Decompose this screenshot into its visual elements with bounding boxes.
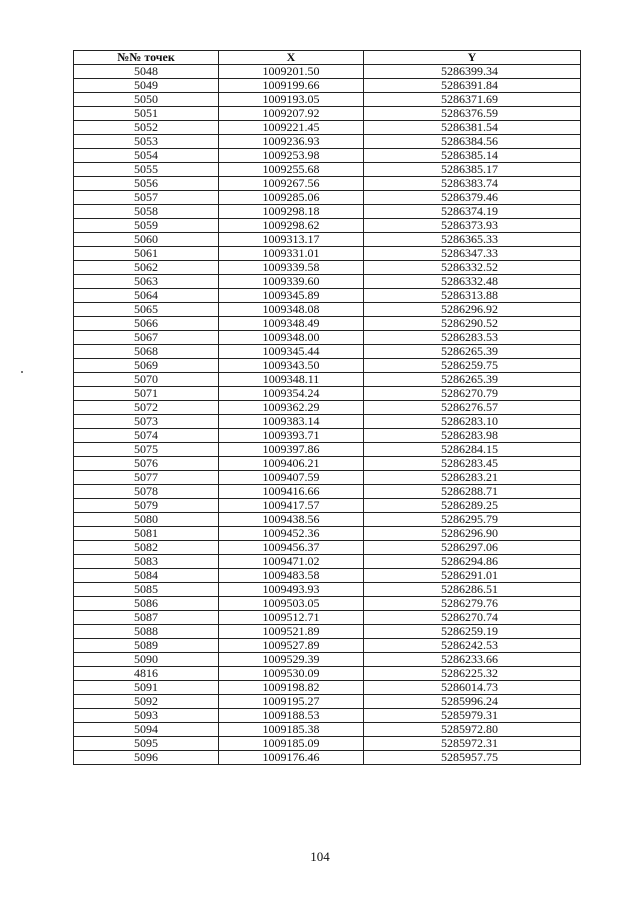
y-cell: 5286384.56 [364,135,581,149]
y-cell: 5286296.90 [364,527,581,541]
y-cell: 5286288.71 [364,485,581,499]
x-cell: 1009521.89 [219,625,364,639]
x-cell: 1009417.57 [219,499,364,513]
table-row [74,331,581,345]
y-cell: 5286296.92 [364,303,581,317]
x-cell: 1009331.01 [219,247,364,261]
table-row [74,723,581,737]
table-row [74,513,581,527]
table-row [74,415,581,429]
table-row [74,597,581,611]
x-cell: 1009438.56 [219,513,364,527]
point-number-cell: 5066 [74,317,219,331]
x-cell: 1009354.24 [219,387,364,401]
point-number-cell: 5071 [74,387,219,401]
y-cell: 5286381.54 [364,121,581,135]
x-cell: 1009503.05 [219,597,364,611]
x-cell: 1009207.92 [219,107,364,121]
y-cell: 5286371.69 [364,93,581,107]
table-row [74,667,581,681]
y-cell: 5286383.74 [364,177,581,191]
x-cell: 1009397.86 [219,443,364,457]
y-cell: 5286391.84 [364,79,581,93]
x-cell: 1009345.89 [219,289,364,303]
y-cell: 5286014.73 [364,681,581,695]
table-row [74,149,581,163]
x-cell: 1009345.44 [219,345,364,359]
point-number-cell: 5096 [74,751,219,765]
point-number-cell: 5089 [74,639,219,653]
x-cell: 1009285.06 [219,191,364,205]
table-row [74,709,581,723]
x-cell: 1009201.50 [219,65,364,79]
x-cell: 1009185.38 [219,723,364,737]
table-row [74,65,581,79]
y-cell: 5286225.32 [364,667,581,681]
y-cell: 5286291.01 [364,569,581,583]
y-cell: 5286379.46 [364,191,581,205]
y-cell: 5285972.80 [364,723,581,737]
table-row [74,429,581,443]
point-number-cell: 5055 [74,163,219,177]
point-number-cell: 5058 [74,205,219,219]
table-row [74,583,581,597]
point-number-cell: 5081 [74,527,219,541]
table-row [74,79,581,93]
point-number-cell: 5056 [74,177,219,191]
y-cell: 5286332.52 [364,261,581,275]
point-number-cell: 5070 [74,373,219,387]
y-cell: 5286259.75 [364,359,581,373]
point-number-cell: 5054 [74,149,219,163]
x-cell: 1009512.71 [219,611,364,625]
point-number-cell: 5087 [74,611,219,625]
y-cell: 5286284.15 [364,443,581,457]
x-cell: 1009493.93 [219,583,364,597]
x-cell: 1009267.56 [219,177,364,191]
table-row [74,359,581,373]
point-number-cell: 5073 [74,415,219,429]
x-cell: 1009313.17 [219,233,364,247]
point-number-cell: 5072 [74,401,219,415]
point-number-cell: 5090 [74,653,219,667]
table-row [74,107,581,121]
point-number-cell: 5092 [74,695,219,709]
table-row [74,163,581,177]
table-row [74,401,581,415]
point-number-cell: 5075 [74,443,219,457]
y-cell: 5286313.88 [364,289,581,303]
coordinates-table [73,50,581,765]
table-row [74,695,581,709]
x-cell: 1009348.11 [219,373,364,387]
point-number-cell: 5094 [74,723,219,737]
y-cell: 5286242.53 [364,639,581,653]
table-row [74,611,581,625]
y-cell: 5286233.66 [364,653,581,667]
x-cell: 1009529.39 [219,653,364,667]
table-row [74,625,581,639]
y-cell: 5286259.19 [364,625,581,639]
y-cell: 5286290.52 [364,317,581,331]
point-number-cell: 5050 [74,93,219,107]
point-number-cell: 5074 [74,429,219,443]
table-row [74,275,581,289]
y-cell: 5286265.39 [364,373,581,387]
x-cell: 1009348.08 [219,303,364,317]
table-row [74,639,581,653]
point-number-cell: 5051 [74,107,219,121]
x-cell: 1009199.66 [219,79,364,93]
table-row [74,485,581,499]
y-cell: 5286283.21 [364,471,581,485]
y-cell: 5286374.19 [364,205,581,219]
x-cell: 1009348.49 [219,317,364,331]
point-number-cell: 5057 [74,191,219,205]
table-header [74,51,581,65]
point-number-cell: 5068 [74,345,219,359]
x-cell: 1009298.18 [219,205,364,219]
y-cell: 5286270.74 [364,611,581,625]
y-cell: 5286283.53 [364,331,581,345]
x-cell: 1009221.45 [219,121,364,135]
header-point-number: №№ точек [74,51,219,65]
table-row [74,261,581,275]
table-row [74,527,581,541]
table-row [74,569,581,583]
point-number-cell: 5080 [74,513,219,527]
table-row [74,219,581,233]
point-number-cell: 5059 [74,219,219,233]
point-number-cell: 5091 [74,681,219,695]
table-row [74,135,581,149]
table-row [74,457,581,471]
x-cell: 1009185.09 [219,737,364,751]
y-cell: 5286283.45 [364,457,581,471]
y-cell: 5286294.86 [364,555,581,569]
y-cell: 5286332.48 [364,275,581,289]
table-row [74,751,581,765]
table-row [74,177,581,191]
y-cell: 5286365.33 [364,233,581,247]
point-number-cell: 4816 [74,667,219,681]
x-cell: 1009195.27 [219,695,364,709]
x-cell: 1009236.93 [219,135,364,149]
table-row [74,93,581,107]
x-cell: 1009362.29 [219,401,364,415]
point-number-cell: 5093 [74,709,219,723]
y-cell: 5286270.79 [364,387,581,401]
scan-speck [21,371,23,373]
table-row [74,373,581,387]
x-cell: 1009253.98 [219,149,364,163]
x-cell: 1009393.71 [219,429,364,443]
point-number-cell: 5076 [74,457,219,471]
x-cell: 1009348.00 [219,331,364,345]
x-cell: 1009527.89 [219,639,364,653]
table-row [74,247,581,261]
y-cell: 5286347.33 [364,247,581,261]
table-row [74,303,581,317]
x-cell: 1009339.60 [219,275,364,289]
table-row [74,443,581,457]
table-row [74,681,581,695]
table-row [74,205,581,219]
x-cell: 1009343.50 [219,359,364,373]
x-cell: 1009483.58 [219,569,364,583]
y-cell: 5286376.59 [364,107,581,121]
y-cell: 5286283.10 [364,415,581,429]
point-number-cell: 5063 [74,275,219,289]
point-number-cell: 5083 [74,555,219,569]
point-number-cell: 5049 [74,79,219,93]
point-number-cell: 5064 [74,289,219,303]
x-cell: 1009416.66 [219,485,364,499]
x-cell: 1009198.82 [219,681,364,695]
x-cell: 1009255.68 [219,163,364,177]
y-cell: 5286385.14 [364,149,581,163]
x-cell: 1009456.37 [219,541,364,555]
point-number-cell: 5065 [74,303,219,317]
x-cell: 1009188.53 [219,709,364,723]
point-number-cell: 5053 [74,135,219,149]
point-number-cell: 5085 [74,583,219,597]
point-number-cell: 5069 [74,359,219,373]
y-cell: 5286297.06 [364,541,581,555]
y-cell: 5286286.51 [364,583,581,597]
x-cell: 1009407.59 [219,471,364,485]
x-cell: 1009471.02 [219,555,364,569]
table-row [74,653,581,667]
table-row [74,289,581,303]
page-number: 104 [310,849,330,864]
point-number-cell: 5086 [74,597,219,611]
table-row [74,387,581,401]
y-cell: 5285972.31 [364,737,581,751]
x-cell: 1009339.58 [219,261,364,275]
header-row [74,51,581,65]
table-row [74,345,581,359]
table-row [74,499,581,513]
x-cell: 1009406.21 [219,457,364,471]
header-y: Y [364,51,581,65]
table-row [74,233,581,247]
point-number-cell: 5084 [74,569,219,583]
table-row [74,317,581,331]
y-cell: 5286295.79 [364,513,581,527]
point-number-cell: 5082 [74,541,219,555]
table-row [74,121,581,135]
point-number-cell: 5095 [74,737,219,751]
x-cell: 1009176.46 [219,751,364,765]
y-cell: 5286373.93 [364,219,581,233]
point-number-cell: 5061 [74,247,219,261]
y-cell: 5286279.76 [364,597,581,611]
table-row [74,737,581,751]
y-cell: 5286265.39 [364,345,581,359]
table-row [74,555,581,569]
point-number-cell: 5052 [74,121,219,135]
table-body [74,65,581,765]
point-number-cell: 5078 [74,485,219,499]
y-cell: 5285957.75 [364,751,581,765]
point-number-cell: 5062 [74,261,219,275]
y-cell: 5286283.98 [364,429,581,443]
point-number-cell: 5060 [74,233,219,247]
y-cell: 5286385.17 [364,163,581,177]
header-x: X [219,51,364,65]
x-cell: 1009193.05 [219,93,364,107]
y-cell: 5285996.24 [364,695,581,709]
table-row [74,541,581,555]
point-number-cell: 5077 [74,471,219,485]
point-number-cell: 5079 [74,499,219,513]
x-cell: 1009383.14 [219,415,364,429]
x-cell: 1009298.62 [219,219,364,233]
y-cell: 5286276.57 [364,401,581,415]
point-number-cell: 5088 [74,625,219,639]
table-row [74,471,581,485]
point-number-cell: 5067 [74,331,219,345]
point-number-cell: 5048 [74,65,219,79]
y-cell: 5286399.34 [364,65,581,79]
y-cell: 5285979.31 [364,709,581,723]
x-cell: 1009452.36 [219,527,364,541]
y-cell: 5286289.25 [364,499,581,513]
x-cell: 1009530.09 [219,667,364,681]
table-row [74,191,581,205]
